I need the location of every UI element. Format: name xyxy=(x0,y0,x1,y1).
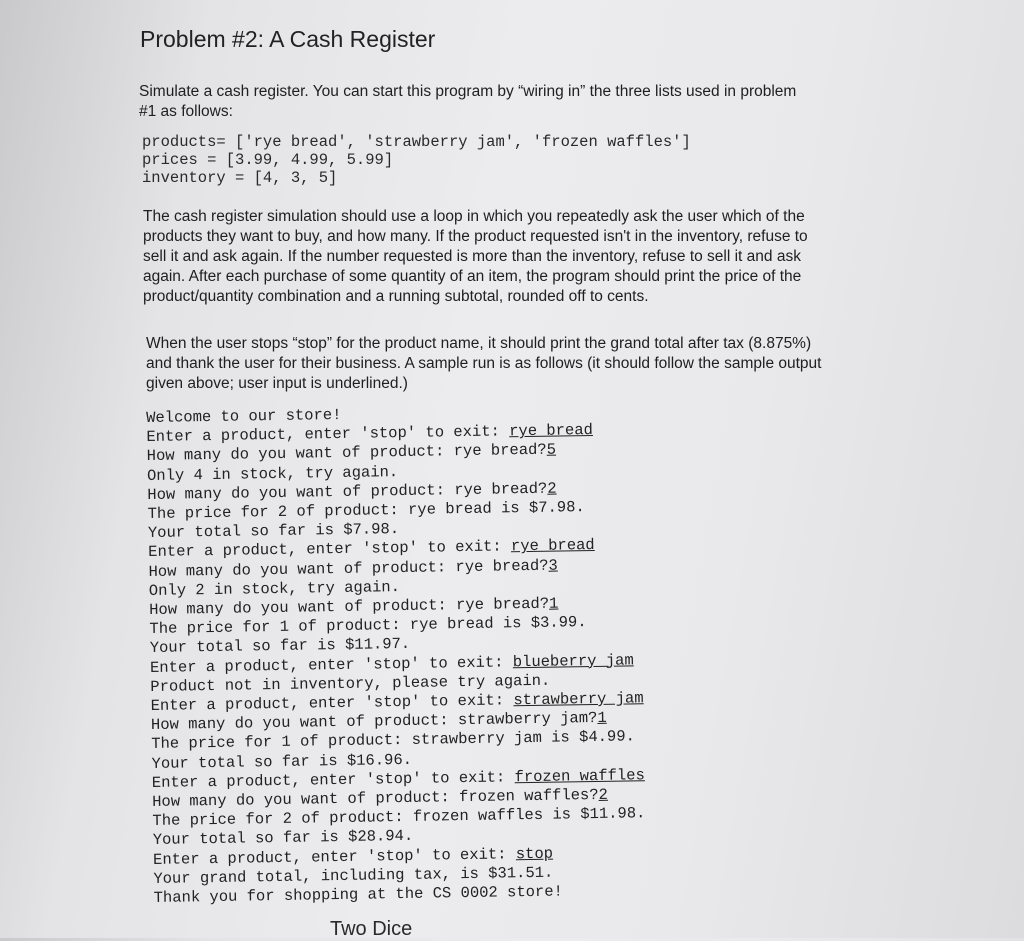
stop-line: When the user stops “stop” for the product name, it should print the grand total after tax (8.875%) xyxy=(146,335,812,352)
loop-line: sell it and ask again. If the number requested is more than the inventory, refuse to sell it and ask xyxy=(143,248,801,265)
program-output-text: Your total so far is $11.97. xyxy=(149,635,411,658)
program-output-text: Enter a product, enter 'stop' to exit: xyxy=(149,652,513,677)
user-input-text: rye bread xyxy=(509,421,594,441)
intro-line: #1 as follows: xyxy=(139,103,233,120)
problem-title: Problem #2: A Cash Register xyxy=(140,26,436,52)
program-output-text: The price for 2 of product: frozen waffles is $11.98. xyxy=(152,804,646,831)
loop-paragraph xyxy=(143,207,918,307)
code-line-inventory: inventory = [4, 3, 5] xyxy=(142,169,338,187)
intro-paragraph xyxy=(139,82,909,122)
code-line-prices: prices = [3.99, 4.99, 5.99] xyxy=(142,151,394,169)
user-input-text: 3 xyxy=(548,556,558,575)
stop-line: and thank the user for their business. A sample run is as follows (it should follow the sample output xyxy=(146,355,822,372)
user-input-text: strawberry jam xyxy=(513,689,644,710)
loop-line: The cash register simulation should use a loop in which you repeatedly ask the user which of the xyxy=(143,208,805,225)
program-output-text: Product not in inventory, please try again. xyxy=(150,671,551,696)
program-output-text: Thank you for shopping at the CS 0002 store! xyxy=(153,882,564,908)
program-output-text: Enter a product, enter 'stop' to exit: xyxy=(148,537,512,562)
program-output-text: The price for 1 of product: rye bread is $3.99. xyxy=(149,613,587,639)
program-output-text: The price for 1 of product: strawberry jam is $4.99. xyxy=(151,727,636,754)
user-input-text: 1 xyxy=(597,709,607,728)
code-block xyxy=(142,133,691,187)
program-output-text: The price for 2 of product: rye bread is $7.98. xyxy=(147,498,585,524)
loop-line: products they want to buy, and how many. If the product requested isn't in the inventory, refuse to xyxy=(143,228,808,245)
user-input-text: frozen waffles xyxy=(514,766,645,787)
user-input-text: blueberry jam xyxy=(512,651,634,671)
program-output-text: Your total so far is $7.98. xyxy=(147,520,400,543)
user-input-text: stop xyxy=(515,844,554,863)
user-input-text: 2 xyxy=(547,479,557,498)
program-output-text: Welcome to our store! xyxy=(146,405,342,427)
sample-run-output xyxy=(146,401,647,908)
program-output-text: How many do you want of product: rye bread? xyxy=(146,441,547,466)
program-output-text: Your grand total, including tax, is $31.51. xyxy=(153,863,554,888)
program-output-text: How many do you want of product: frozen waffles? xyxy=(152,786,599,812)
code-line-products: products= ['rye bread', 'strawberry jam', 'frozen waffles'] xyxy=(142,133,691,151)
program-output-text: Your total so far is $28.94. xyxy=(152,827,414,850)
user-input-text: rye bread xyxy=(510,536,595,556)
program-output-text: How many do you want of product: rye bread? xyxy=(149,594,550,620)
program-output-text: How many do you want of product: rye bread? xyxy=(147,479,548,504)
program-output-text: Only 4 in stock, try again. xyxy=(146,462,399,485)
user-input-text: 5 xyxy=(546,440,557,460)
stop-paragraph xyxy=(146,334,926,394)
user-input-text: 1 xyxy=(548,594,559,613)
program-output-text: Only 2 in stock, try again. xyxy=(148,577,401,600)
program-output-text: How many do you want of product: strawberry jam? xyxy=(150,709,598,735)
user-input-text: 2 xyxy=(598,785,609,804)
next-section-heading: Two Dice xyxy=(330,918,413,940)
loop-line: product/quantity combination and a running subtotal, rounded off to cents. xyxy=(143,288,649,305)
stop-line: given above; user input is underlined.) xyxy=(146,375,408,392)
program-output-text: Enter a product, enter 'stop' to exit: xyxy=(150,691,514,716)
program-output-text: How many do you want of product: rye bread? xyxy=(148,556,549,581)
program-output-text: Enter a product, enter 'stop' to exit: xyxy=(146,422,510,447)
loop-line: again. After each purchase of some quantity of an item, the program should print the price of the xyxy=(143,268,802,285)
program-output-text: Enter a product, enter 'stop' to exit: xyxy=(151,768,515,792)
program-output-text: Enter a product, enter 'stop' to exit: xyxy=(152,844,516,869)
program-output-text: Your total so far is $16.96. xyxy=(151,750,413,773)
intro-line: Simulate a cash register. You can start this program by “wiring in” the three lists used in problem xyxy=(139,83,797,100)
